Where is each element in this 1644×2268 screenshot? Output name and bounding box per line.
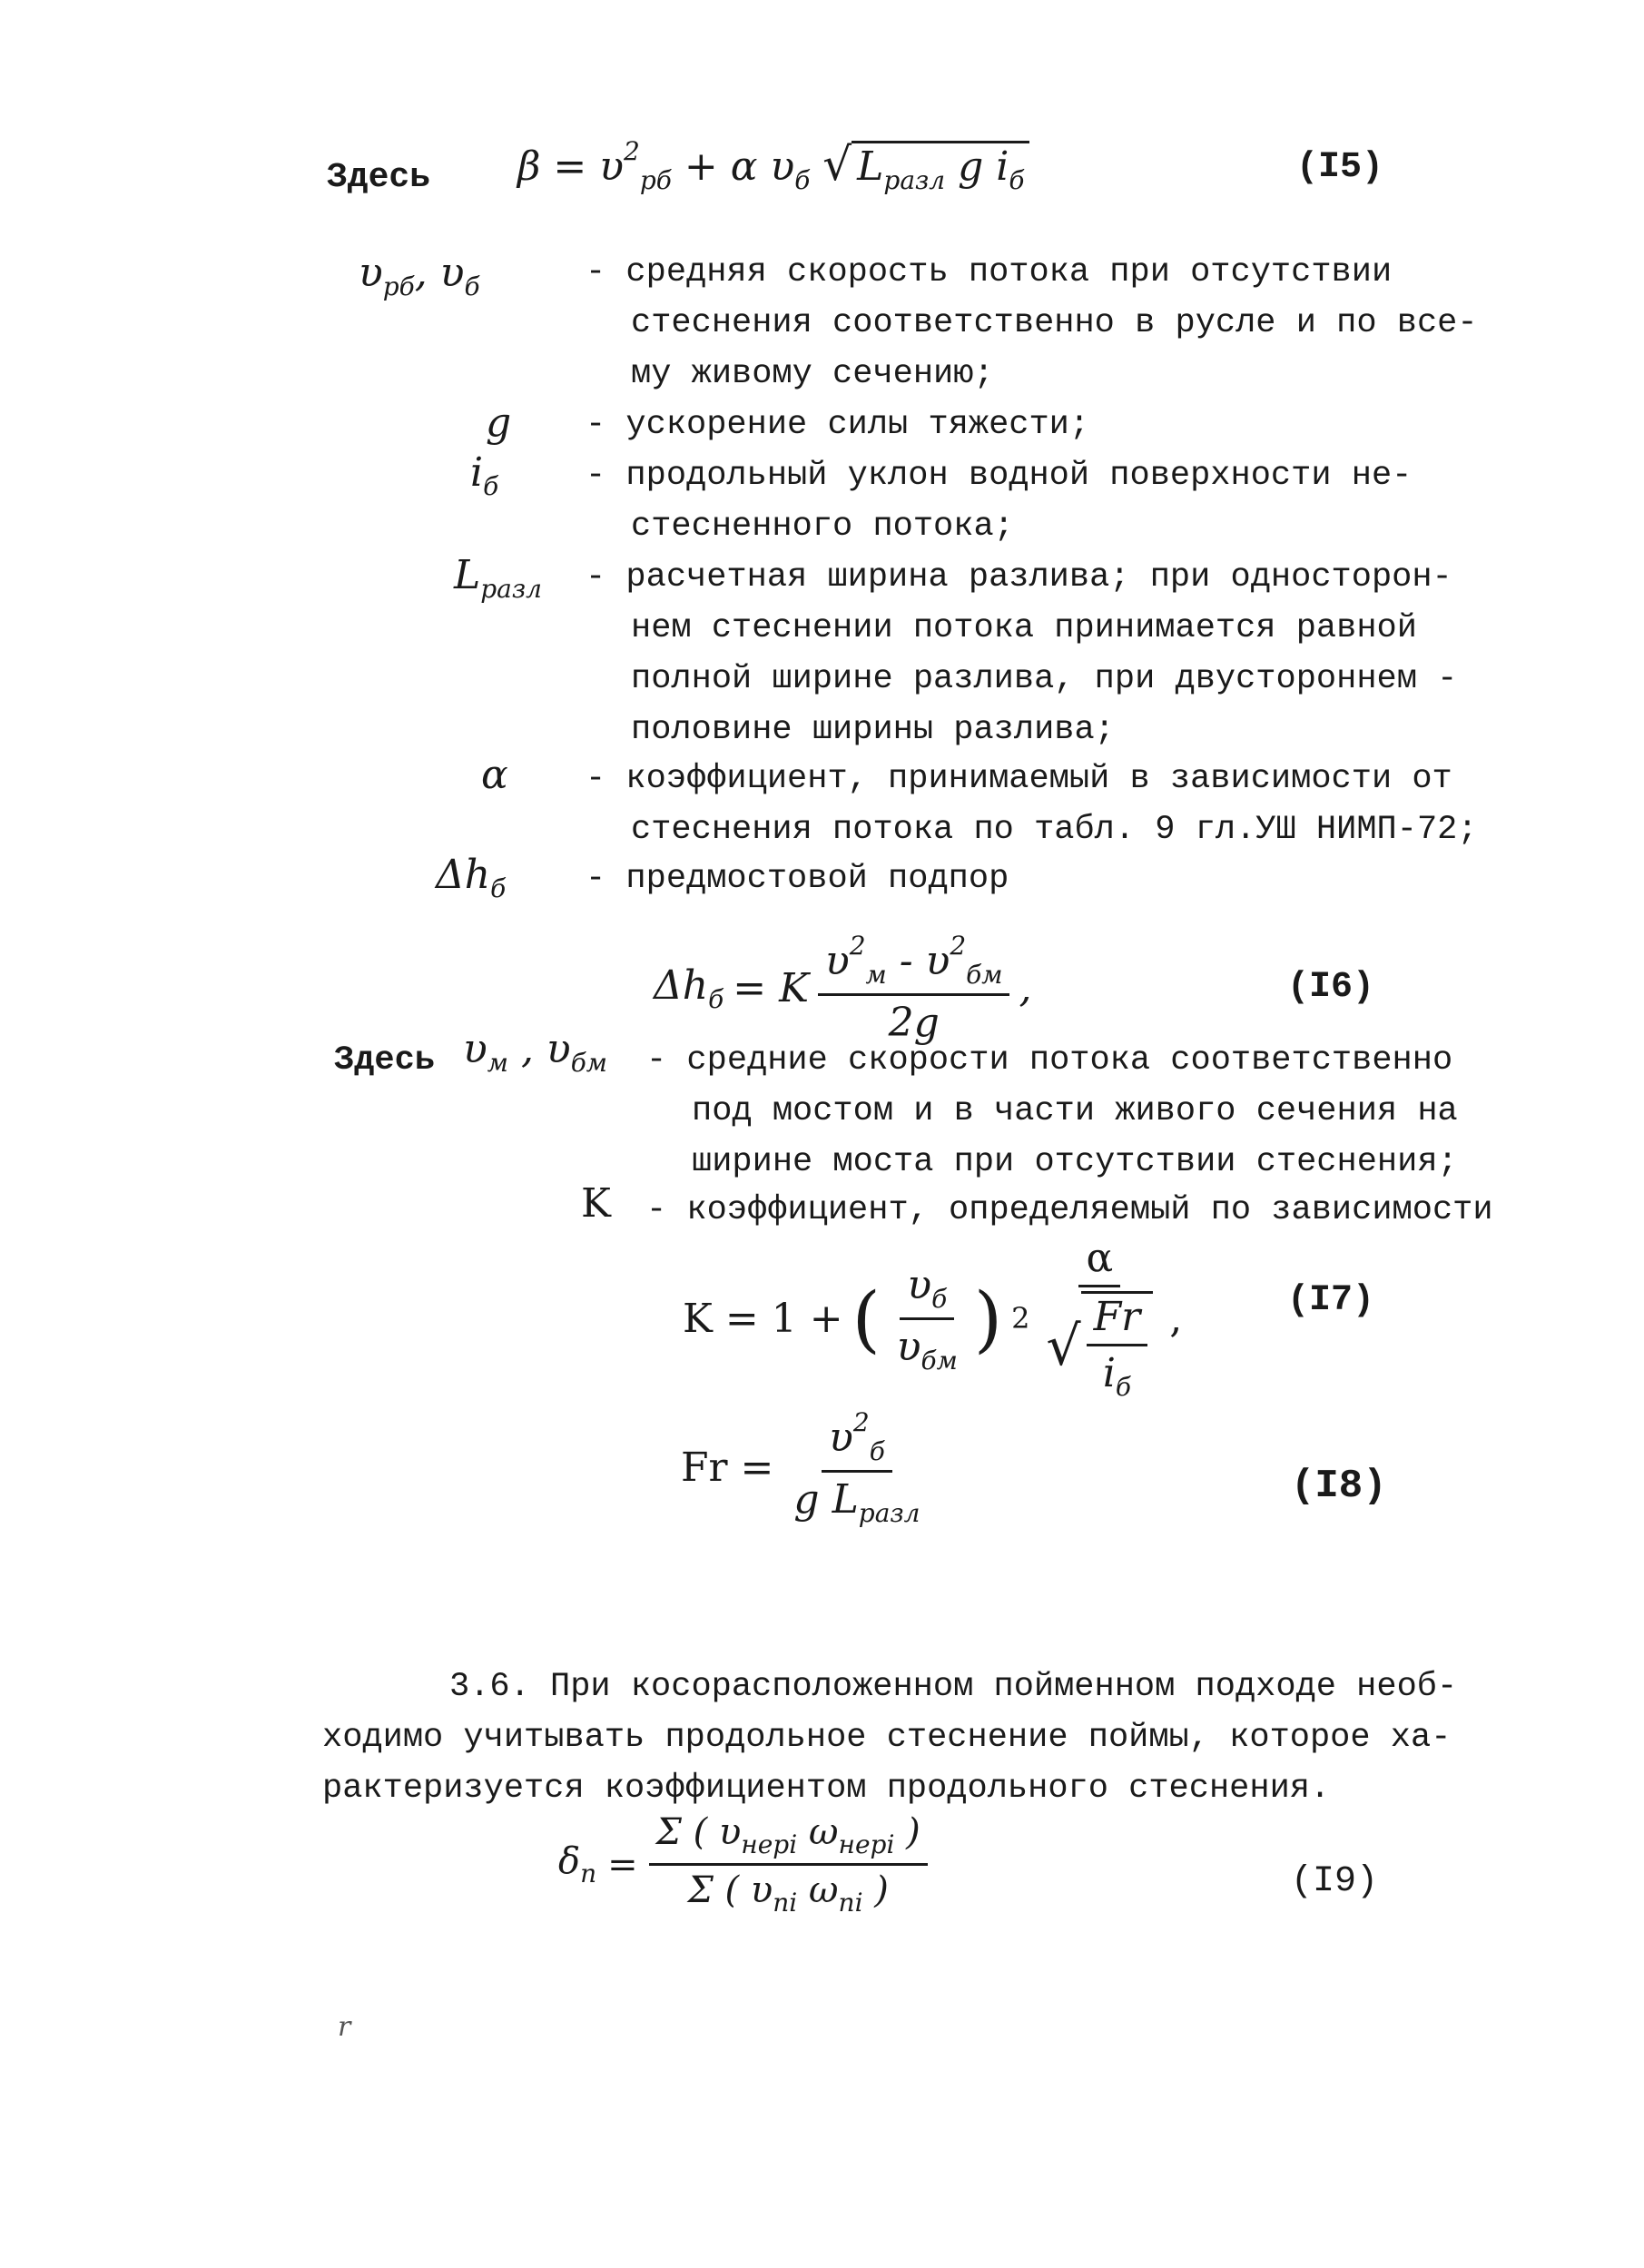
defs2-text: [646, 1035, 1458, 1188]
eq17-number: (I7): [1287, 1280, 1375, 1321]
def3-symbol: L: [454, 552, 481, 598]
para36-line: рактеризуется коэффициентом продольного стеснения.: [322, 1770, 1331, 1808]
defs2-symbol-a-sub: м: [487, 1048, 508, 1078]
def2-line: стесненного потока;: [631, 508, 1014, 546]
def0-symbol2-sub: б: [464, 271, 480, 301]
eq17-outer-fraction: [1039, 1235, 1160, 1402]
def2-symbol-sub: б: [483, 471, 499, 501]
eq19-num-mid: ω: [797, 1811, 839, 1853]
eq19-lhs-sub: п: [580, 1859, 597, 1888]
eq16-num-b-sub: бм: [966, 960, 1003, 990]
def0-text: [586, 247, 1478, 399]
eq19-num-tail: ): [894, 1811, 920, 1853]
eq16-num-a-sup: 2: [849, 931, 866, 961]
eq15-sqrt-tail: g i: [945, 143, 1009, 190]
eq18-num-sub: б: [869, 1436, 885, 1466]
eq18-number: (I8): [1291, 1464, 1387, 1509]
def0-line: му живому сечению;: [631, 355, 994, 393]
right-paren: ): [973, 1276, 1003, 1361]
def1-line: - ускорение силы тяжести;: [586, 406, 1090, 444]
defs2-symbols: [463, 1026, 607, 1078]
eq17-inner-fraction: [890, 1262, 965, 1376]
defs2-line: под мостом и в части живого сечения на: [692, 1092, 1458, 1130]
eq16-lhs: Δh: [654, 962, 709, 1009]
defs2-k-symbol: K: [581, 1180, 611, 1227]
def0-symbol-sub: рб: [382, 271, 415, 301]
eq17-sqrt-den-sub: б: [1115, 1372, 1132, 1402]
footer-mark: r: [338, 2011, 351, 2043]
def-symbol-g: [486, 399, 511, 446]
eq15-rhs-b-sub: б: [794, 165, 811, 195]
eq17-tail: ,: [1169, 1295, 1183, 1342]
eq17-sqrt-num: Fr: [1087, 1294, 1148, 1346]
eq15-sqrt-tail-sub: б: [1009, 165, 1025, 195]
def2-text: [586, 450, 1412, 552]
def1-symbol: g: [486, 399, 512, 446]
def1-text: [586, 399, 1089, 450]
eq17-sqrt-den: i: [1102, 1350, 1116, 1396]
eq16-number: (I6): [1287, 967, 1375, 1008]
def5-symbol-sub: б: [490, 873, 507, 903]
eq16-lhs-sub: б: [708, 984, 724, 1014]
eq15-formula: [517, 136, 1029, 195]
eq17-inner-num: υ: [907, 1261, 932, 1308]
eq16-num-a: υ: [824, 938, 850, 984]
eq19-lhs: δ: [558, 1840, 581, 1882]
eq15-rhs-a-sub: рб: [639, 165, 672, 195]
eq18-den: g L: [793, 1476, 859, 1523]
eq19-num-sub1: нерi: [741, 1829, 798, 1859]
eq16-num-minus: - υ: [886, 938, 950, 984]
defs2-k-line: - коэффициент, определяемый по зависимости: [646, 1191, 1493, 1229]
def5-line: - предмостовой подпор: [586, 860, 1009, 898]
def-symbol-dh: [436, 852, 506, 903]
def0-symbol: υ: [359, 250, 383, 296]
eq19-den-mid: ω: [797, 1869, 839, 1911]
defs2-intro: Здесь: [334, 1041, 436, 1080]
def4-symbol: α: [481, 752, 508, 798]
eq19-den-tail: ): [862, 1869, 889, 1911]
eq18-den-sub: разл: [858, 1498, 920, 1528]
eq17-inner-den-sub: бм: [920, 1345, 958, 1376]
def0-line: - средняя скорость потока при отсутствии: [586, 253, 1393, 291]
def-symbol-i: [470, 449, 498, 501]
def4-line: - коэффициент, принимаемый в зависимости от: [586, 760, 1452, 798]
eq16-num-a-sub: м: [865, 960, 887, 990]
eq19-fraction: [649, 1811, 928, 1918]
eq16-den: 2g: [888, 1000, 940, 1046]
eq19-num: Σ ( υ: [655, 1811, 742, 1853]
eq17-power: 2: [1011, 1301, 1030, 1336]
eq19-eq: =: [607, 1843, 638, 1886]
def3-text: [586, 552, 1457, 755]
eq18-num-sup: 2: [852, 1407, 870, 1437]
eq19-den: Σ ( υ: [687, 1869, 773, 1911]
eq19-number: (I9): [1291, 1861, 1379, 1902]
eq15-rhs-a-sup: 2: [624, 136, 640, 166]
def3-line: нем стеснении потока принимается равной: [631, 609, 1417, 647]
def5-text: [586, 853, 1009, 904]
eq15-number: (I5): [1296, 147, 1384, 188]
defs2-line: ширине моста при отсутствии стеснения;: [692, 1143, 1458, 1181]
eq16-formula: [654, 931, 1031, 1046]
eq19-formula: [558, 1811, 928, 1918]
def5-symbol: Δh: [436, 852, 491, 898]
eq15-rhs-b: + α υ: [684, 143, 795, 190]
def-symbol-v-rb: [359, 250, 480, 301]
def3-line: - расчетная ширина разлива; при односторон-: [586, 558, 1452, 597]
paragraph-3-6: [322, 1662, 1457, 1814]
def4-line: стеснения потока по табл. 9 гл.УШ НИМП-72;: [631, 811, 1478, 849]
eq16-tail: ,: [1019, 965, 1032, 1011]
eq15-sqrt: [852, 141, 1029, 195]
defs2-symbol-sep: , υ: [507, 1026, 571, 1072]
def0-line: стеснения соответственно в русле и по все-: [631, 304, 1478, 342]
eq16-fraction: [818, 931, 1010, 1046]
eq17-formula: [683, 1235, 1182, 1402]
eq17-inner-den: υ: [896, 1323, 921, 1370]
eq17-outer-num: α: [1078, 1235, 1120, 1287]
para36-line: 3.6. При косорасположенном пойменном подходе необ-: [449, 1668, 1458, 1706]
eq18-lhs: Fr =: [681, 1445, 774, 1491]
def2-line: - продольный уклон водной поверхности не-: [586, 457, 1413, 495]
eq17-lhs: K = 1 +: [683, 1295, 843, 1342]
def2-symbol: i: [470, 449, 484, 496]
defs2-line: - средние скорости потока соответственно: [646, 1041, 1453, 1080]
def3-line: половине ширины разлива;: [631, 711, 1115, 749]
defs2-symbol-b-sub: бм: [570, 1048, 607, 1078]
eq16-num-b-sup: 2: [950, 931, 967, 961]
eq19-den-sub2: пi: [838, 1888, 863, 1918]
eq17-inner-num-sub: б: [931, 1283, 948, 1314]
eq15-sqrt-sub: разл: [883, 165, 946, 195]
defs2-symbol-a: υ: [463, 1026, 487, 1072]
def3-line: полной ширине разлива, при двустороннем -: [631, 660, 1458, 698]
def-symbol-alpha: [481, 752, 508, 798]
eq15-intro: Здесь: [327, 158, 431, 197]
sqrt-sign: √: [822, 138, 852, 191]
eq17-sqrt-fraction: [1081, 1291, 1154, 1402]
para36-line: ходимо учитывать продольное стеснение поймы, которое ха-: [322, 1719, 1452, 1757]
eq16-eq: = K: [733, 965, 809, 1011]
def4-text: [586, 754, 1478, 855]
eq15-rhs-a: υ: [599, 143, 625, 190]
sqrt-sign: √: [1046, 1315, 1081, 1378]
eq15-sqrt-body: L: [857, 143, 884, 190]
eq18-formula: [681, 1407, 928, 1528]
eq18-fraction: [786, 1407, 927, 1528]
def3-symbol-sub: разл: [480, 574, 542, 604]
eq19-den-sub1: пi: [773, 1888, 798, 1918]
eq18-num: υ: [829, 1415, 853, 1461]
left-paren: (: [852, 1276, 881, 1361]
def0-symbol2: , υ: [414, 250, 465, 296]
eq15-lhs: β =: [517, 143, 587, 190]
def-symbol-L: [454, 552, 542, 604]
eq19-num-sub2: нерi: [838, 1829, 895, 1859]
